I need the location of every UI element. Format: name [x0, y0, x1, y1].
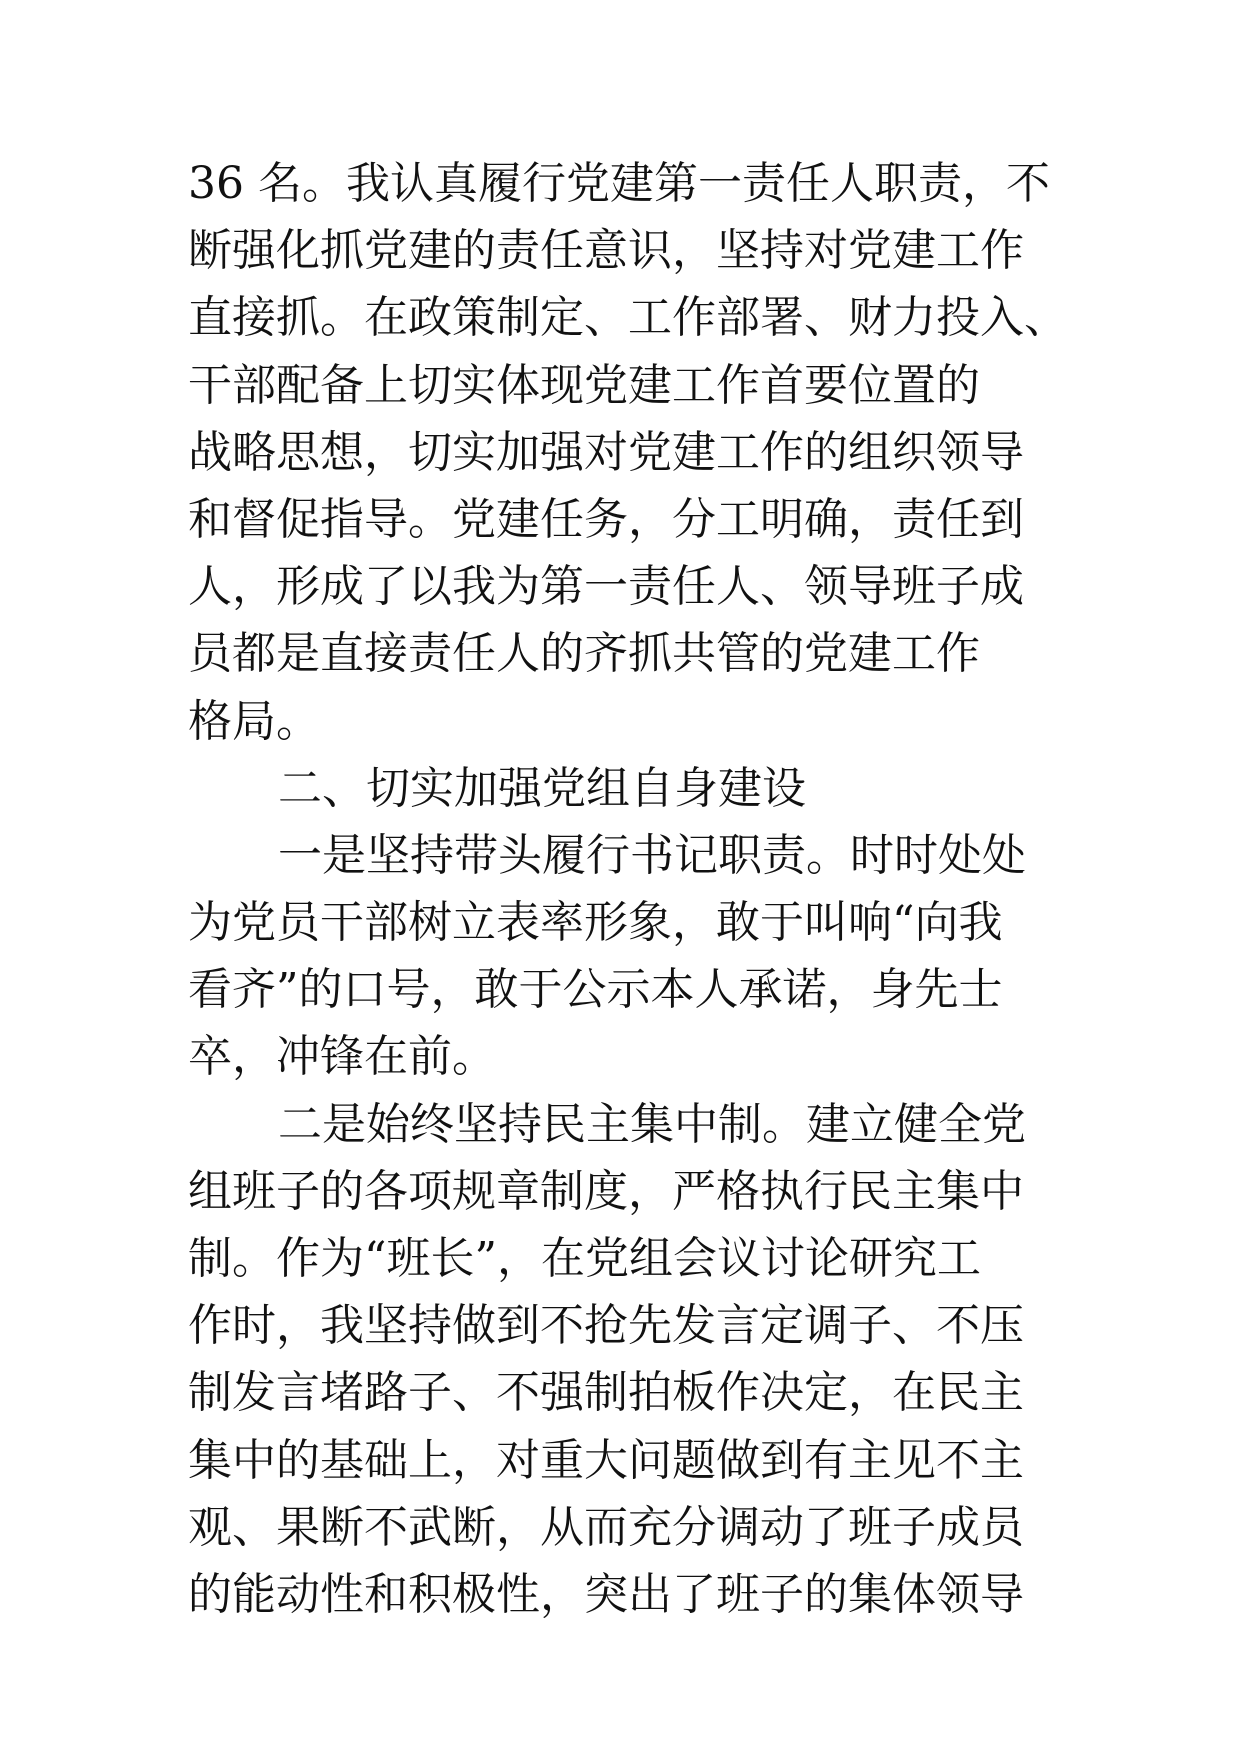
- text-line: 和督促指导。党建任务，分工明确，责任到: [188, 493, 1024, 545]
- text-line: 集中的基础上，对重大问题做到有主见不主: [188, 1434, 1024, 1486]
- text-line: 作时，我坚持做到不抢先发言定调子、不压: [188, 1300, 1024, 1352]
- section-heading: 二、切实加强党组自身建设: [278, 762, 806, 814]
- text-line: 人，形成了以我为第一责任人、领导班子成: [188, 561, 1024, 613]
- text-line: 制。作为“班长”，在党组会议讨论研究工: [188, 1233, 981, 1284]
- text-line: 断强化抓党建的责任意识，坚持对党建工作: [188, 225, 1024, 277]
- text-line: 战略思想，切实加强对党建工作的组织领导: [188, 426, 1024, 478]
- paragraph-start-line: 二是始终坚持民主集中制。建立健全党: [278, 1098, 1026, 1150]
- text-line: 36 名。我认真履行党建第一责任人职责，不: [188, 158, 1050, 209]
- text-line: 格局。: [188, 695, 320, 747]
- text-line: 卒，冲锋在前。: [188, 1031, 496, 1083]
- text-line: 看齐”的口号，敢于公示本人承诺，身先士: [188, 964, 1003, 1016]
- body-text: [188, 150, 1148, 1628]
- text-line: 制发言堵路子、不强制拍板作决定，在民主: [188, 1367, 1024, 1419]
- text-line: 的能动性和积极性，突出了班子的集体领导: [188, 1568, 1024, 1620]
- paragraph-start-line: 一是坚持带头履行书记职责。时时处处: [278, 829, 1026, 881]
- text-line: 员都是直接责任人的齐抓共管的党建工作: [188, 628, 980, 680]
- text-line: 组班子的各项规章制度，严格执行民主集中: [188, 1165, 1024, 1217]
- text-line: 干部配备上切实体现党建工作首要位置的: [188, 359, 980, 411]
- text-line: 为党员干部树立表率形象，敢于叫响“向我: [188, 897, 1003, 949]
- text-line: 观、果断不武断，从而充分调动了班子成员: [188, 1501, 1024, 1553]
- text-line: 直接抓。在政策制定、工作部署、财力投入、: [188, 292, 1068, 344]
